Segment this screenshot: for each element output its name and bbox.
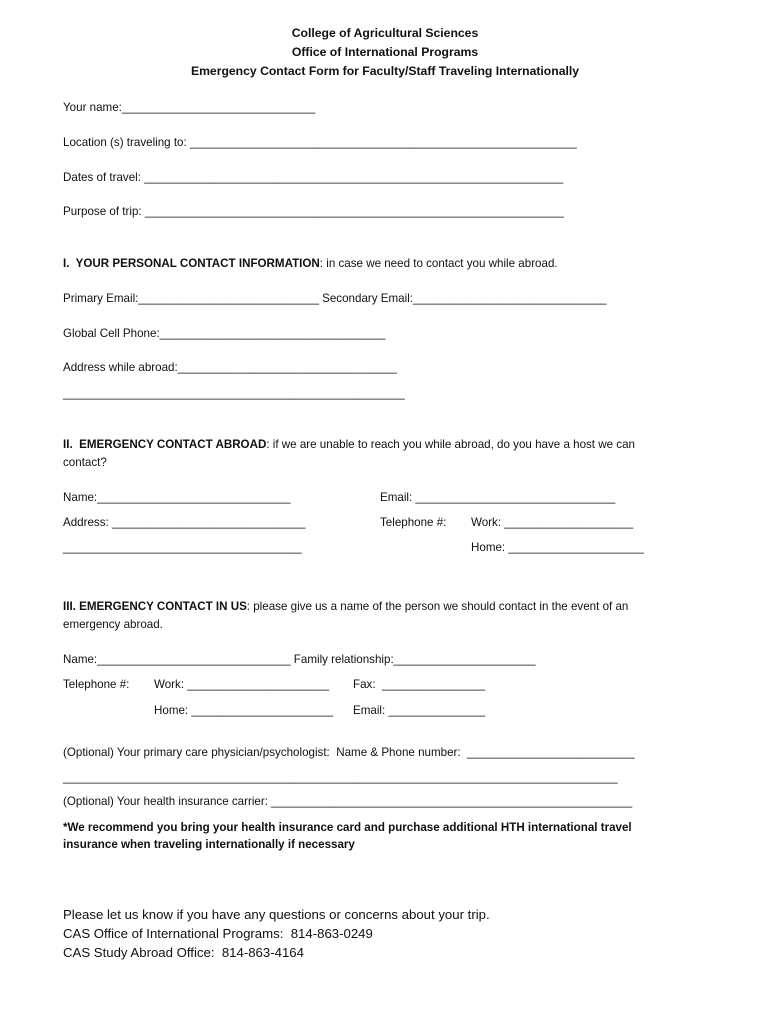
footer-study-abroad-phone: CAS Study Abroad Office: 814-863-4164 [63,945,304,960]
locations-field[interactable]: Location (s) traveling to: ____________________________________________________________ [63,136,577,149]
email-fields[interactable]: Primary Email:____________________________ Secondary Email:______________________________ [63,292,607,305]
purpose-field[interactable]: Purpose of trip: _________________________________________________________________ [63,205,564,218]
footer-questions: Please let us know if you have any questions or concerns about your trip. [63,907,490,922]
us-fax-field[interactable]: Fax: ________________ [353,678,486,691]
section-contact-us-heading [63,599,628,615]
section-personal-contact-heading [63,256,558,272]
section-contact-us-title: III. EMERGENCY CONTACT IN US [63,600,247,613]
us-contact-name-relationship-field[interactable]: Name:______________________________ Family relationship:______________________ [63,653,536,666]
global-cell-field[interactable]: Global Cell Phone:___________________________________ [63,327,386,340]
us-work-phone-field[interactable]: Work: ______________________ [154,678,330,691]
us-home-phone-field[interactable]: Home: ______________________ [154,704,334,717]
section-personal-contact-desc: : in case we need to contact you while abroad. [319,257,558,270]
your-name-field[interactable]: Your name:______________________________ [63,101,316,114]
abroad-contact-address-continued[interactable]: _____________________________________ [63,541,302,554]
form-header-office: Office of International Programs [291,45,479,59]
section-contact-abroad-heading [63,437,635,453]
insurance-note-line2: insurance when traveling internationally if necessary [63,838,355,851]
abroad-contact-address-field[interactable]: Address: ______________________________ [63,516,306,529]
section-contact-abroad-desc: : if we are unable to reach you while abroad, do you have a host we can [266,438,635,451]
section-contact-us-desc: : please give us a name of the person we should contact in the event of an [246,600,629,613]
section-contact-abroad-title: II. EMERGENCY CONTACT ABROAD [63,438,267,451]
address-abroad-continued[interactable]: _____________________________________________________ [63,387,405,400]
form-header-college: College of Agricultural Sciences [291,26,479,40]
abroad-home-phone-field[interactable]: Home: _____________________ [471,541,644,554]
us-email-field[interactable]: Email: _______________ [353,704,486,717]
abroad-contact-name-field[interactable]: Name:______________________________ [63,491,291,504]
physician-field-continued[interactable]: ______________________________________________________________________________________ [63,771,618,784]
physician-field[interactable]: (Optional) Your primary care physician/psychologist: Name & Phone number: __________________________ [63,746,635,759]
abroad-contact-email-field[interactable]: Email: _______________________________ [380,491,616,504]
abroad-work-phone-field[interactable]: Work: ____________________ [471,516,634,529]
insurance-note-line1: *We recommend you bring your health insurance card and purchase additional HTH international travel [63,821,632,834]
section-contact-us-desc-line2: emergency abroad. [63,618,163,631]
insurance-carrier-field[interactable]: (Optional) Your health insurance carrier: ________________________________________________________ [63,795,633,808]
footer-intl-programs-phone: CAS Office of International Programs: 814-863-0249 [63,926,373,941]
section-personal-contact-title: I. YOUR PERSONAL CONTACT INFORMATION [63,257,320,270]
form-title: Emergency Contact Form for Faculty/Staff Traveling Internationally [190,64,580,78]
abroad-telephone-label: Telephone #: [380,516,447,529]
us-telephone-label: Telephone #: [63,678,130,691]
address-abroad-field[interactable]: Address while abroad:__________________________________ [63,361,397,374]
section-contact-abroad-desc-line2: contact? [63,456,107,469]
dates-field[interactable]: Dates of travel: _________________________________________________________________ [63,171,564,184]
